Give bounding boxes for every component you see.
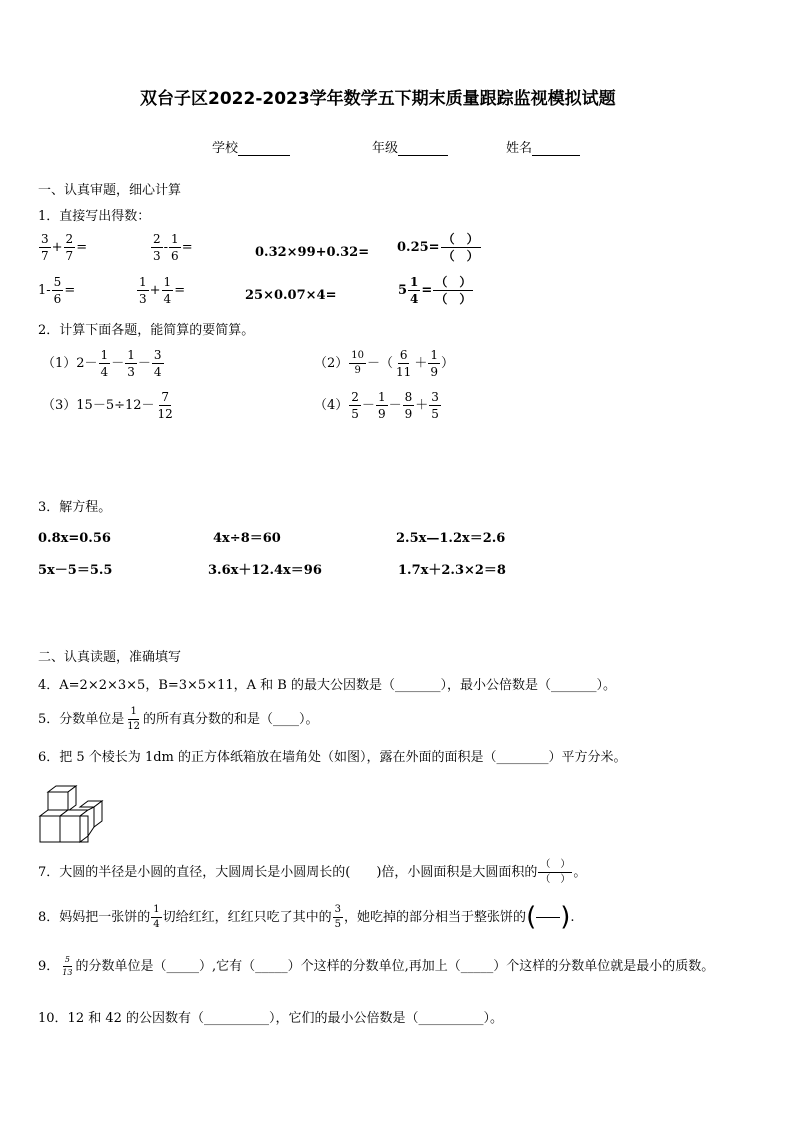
q1-item-c: 0.32×99+0.32= [255, 245, 370, 260]
q8-text: 8．妈妈把一张饼的 $\frac{1}{4}$ 切给红红，红红只吃了其中的 $\frac{3}{5}$ ，她吃掉的部分相当于整张饼的 ( ) . [38, 902, 575, 932]
q1-label: 1．直接写出得数： [38, 209, 151, 224]
q8-answer-blank: ( ) [526, 902, 571, 932]
q10-text: 10．12 和 42 的公因数有（__________），它们的最小公倍数是（__________）。 [38, 1011, 504, 1026]
q1-item-f: $\frac{1}{3}$ + $\frac{1}{4}$ = [139, 275, 186, 306]
q1-item-e: 1- $\frac{5}{6}$ = [38, 275, 76, 306]
q3-eq3: 2.5x—1.2x＝2.6 [396, 531, 506, 546]
name-blank [532, 142, 580, 156]
q5-text: 5．分数单位是 $\frac{1}{12}$ 的所有真分数的和是（____）。 [38, 706, 319, 732]
school-blank [238, 142, 290, 156]
q3-eq5: 3.6x＋12.4x＝96 [208, 563, 322, 578]
q2-problem-2: （2） $\frac{10}{9}$ －（ $\frac{6}{11}$ ＋ $\frac{1}{9}$ ） [314, 348, 454, 379]
q7-text: 7．大圆的半径是小圆的直径，大圆周长是小圆周长的( )倍，小圆面积是大圆面积的 $\frac{( )}{( )}$ 。 [38, 859, 587, 885]
grade-field [372, 142, 448, 156]
school-label: 学校 [212, 141, 239, 156]
q2-problem-3: （3）15－5÷12－ $\frac{7}{12}$ [42, 390, 173, 421]
cube-figure [38, 783, 110, 847]
page-title: 双台子区2022-2023学年数学五下期末质量跟踪监视模拟试题 [140, 89, 616, 109]
q3-eq1: 0.8x=0.56 [38, 531, 111, 546]
q4-text: 4．A=2×2×3×5，B=3×5×11，A 和 B 的最大公因数是（_______），最小公倍数是（_______）。 [38, 678, 616, 693]
q2-label: 2．计算下面各题，能简算的要简算。 [38, 323, 255, 338]
q3-label: 3．解方程。 [38, 500, 112, 515]
school-field [212, 142, 290, 156]
name-label: 姓名 [506, 141, 533, 156]
q3-eq6: 1.7x＋2.3×2＝8 [398, 563, 506, 578]
q6-text: 6．把 5 个棱长为 1dm 的正方体纸箱放在墙角处（如图），露在外面的面积是（________）平方分米。 [38, 750, 627, 765]
q1-item-g: 25×0.07×4= [245, 288, 337, 303]
q3-eq4: 5x－5＝5.5 [38, 563, 113, 578]
section2-heading: 二、认真读题，准确填写 [38, 650, 182, 665]
q1-item-a: $\frac{3}{7}$ + $\frac{2}{7}$ = [41, 232, 88, 263]
q9-text: 9． $\frac{5}{13}$ 的分数单位是（_____）,它有（_____）个这样的分数单位,再加上（_____）个这样的分数单位就是最小的质数。 [38, 955, 715, 977]
q1-item-b: $\frac{2}{3}$ - $\frac{1}{6}$ = [153, 232, 193, 263]
section1-heading: 一、认真审题，细心计算 [38, 183, 182, 198]
q1-item-d: 0.25= $\frac{( )}{( )}$ [397, 232, 479, 263]
q1-item-h: 5 $\frac{1}{4}$ = $\frac{( )}{( )}$ [398, 275, 472, 306]
grade-blank [398, 142, 448, 156]
q2-problem-1: （1）2－ $\frac{1}{4}$ － $\frac{1}{3}$ － $\frac{3}{4}$ [42, 348, 162, 379]
grade-label: 年级 [372, 141, 399, 156]
q2-problem-4: （4） $\frac{2}{5}$ － $\frac{1}{9}$ － $\frac{8}{9}$ ＋ $\frac{3}{5}$ [314, 390, 439, 421]
name-field [506, 142, 580, 156]
q3-eq2: 4x÷8＝60 [213, 531, 281, 546]
